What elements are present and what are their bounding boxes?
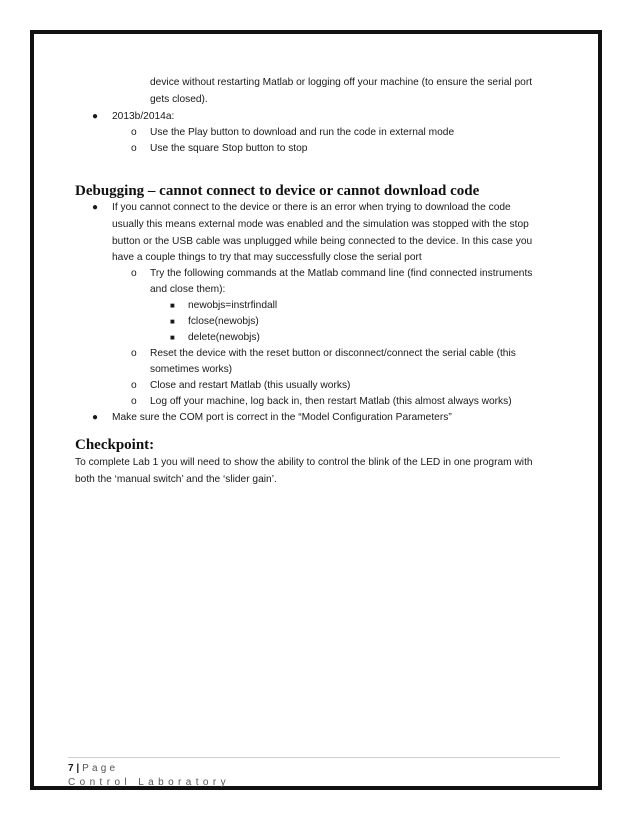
version-subitem-1: Use the Play button to download and run the code in external mode [150, 127, 455, 138]
square-bullet-icon: ■ [170, 333, 175, 342]
version-subitem-2: Use the square Stop button to stop [150, 143, 308, 154]
bullet-icon: ● [92, 111, 99, 122]
command-item-2: fclose(newobjs) [188, 316, 259, 327]
footer-rule [68, 757, 560, 758]
debug-bullet1-line-3: button or the USB cable was unplugged while being connected to the device. In this case you [112, 236, 533, 247]
page-border [30, 30, 602, 790]
circle-bullet-icon: o [131, 268, 137, 279]
debug-bullet1-line-4: have a couple things to try that may successfully close the serial port [112, 252, 422, 263]
debug-sub2-line-1: Reset the device with the reset button or disconnect/connect the serial cable (this [150, 348, 516, 359]
checkpoint-line-1: To complete Lab 1 you will need to show the ability to control the blink of the LED in one program with [75, 457, 533, 468]
debug-bullet1-line-1: If you cannot connect to the device or there is an error when trying to download the code [112, 202, 511, 213]
footer-page-number [68, 762, 118, 775]
square-bullet-icon: ■ [170, 301, 175, 310]
debugging-heading: Debugging – cannot connect to device or cannot download code [75, 183, 480, 199]
bullet-icon: ● [92, 412, 99, 423]
continuation-line-1: device without restarting Matlab or logging off your machine (to ensure the serial port [150, 77, 533, 88]
debug-sub4: Log off your machine, log back in, then restart Matlab (this almost always works) [150, 396, 512, 407]
debug-sub1-line-1: Try the following commands at the Matlab command line (find connected instruments [150, 268, 533, 279]
continuation-line-2: gets closed). [150, 94, 208, 105]
debug-sub2-line-2: sometimes works) [150, 364, 233, 375]
square-bullet-icon: ■ [170, 317, 175, 326]
circle-bullet-icon: o [131, 127, 137, 138]
circle-bullet-icon: o [131, 396, 137, 407]
circle-bullet-icon: o [131, 143, 137, 154]
circle-bullet-icon: o [131, 348, 137, 359]
debug-bullet2: Make sure the COM port is correct in the “Model Configuration Parameters” [112, 412, 452, 423]
debug-sub1-line-2: and close them): [150, 284, 226, 295]
bullet-icon: ● [92, 202, 99, 213]
page-word: Page [82, 763, 119, 774]
debug-sub3: Close and restart Matlab (this usually works) [150, 380, 351, 391]
checkpoint-heading: Checkpoint: [75, 437, 155, 453]
version-label: 2013b/2014a: [112, 111, 175, 122]
page-number: 7 | [68, 763, 80, 774]
circle-bullet-icon: o [131, 380, 137, 391]
checkpoint-line-2: both the ‘manual switch’ and the ‘slider gain’. [75, 474, 277, 485]
command-item-3: delete(newobjs) [188, 332, 260, 343]
debug-bullet1-line-2: usually this means external mode was enabled and the simulation was stopped with the stop [112, 219, 529, 230]
footer-lab-name: Control Laboratory [68, 777, 231, 788]
command-item-1: newobjs=instrfindall [188, 300, 278, 311]
